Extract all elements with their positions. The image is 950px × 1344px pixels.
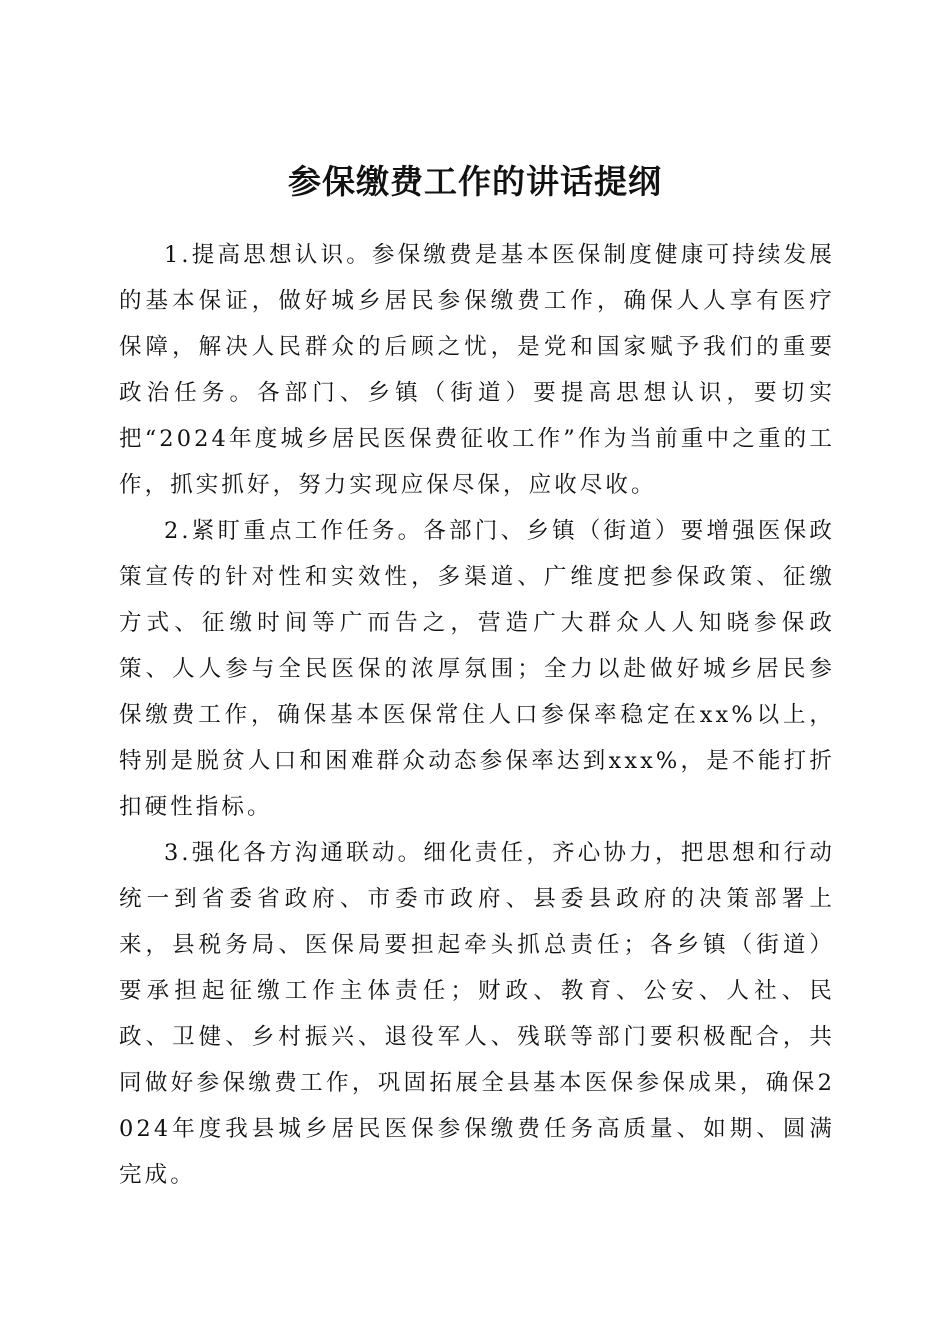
paragraph-1: 1.提高思想认识。参保缴费是基本医保制度健康可持续发展的基本保证，做好城乡居民参保缴费工作，确保人人享有医疗保障，解决人民群众的后顾之忧，是党和国家赋予我们的重要政治任务。各部门、乡镇（街道）要提高思想认识，要切实把“2024年度城乡居民医保费征收工作”作为当前重中之重的工作，抓实抓好，努力实现应保尽保，应收尽收。: [119, 242, 835, 498]
document-body: [119, 232, 835, 1198]
paragraph-3: 3.强化各方沟通联动。细化责任，齐心协力，把思想和行动统一到省委省政府、市委市政府、县委县政府的决策部署上来，县税务局、医保局要担起牵头抓总责任；各乡镇（街道）要承担起征缴工作主体责任；财政、教育、公安、人社、民政、卫健、乡村振兴、退役军人、残联等部门要积极配合，共同做好参保缴费工作，巩固拓展全县基本医保参保成果，确保2024年度我县城乡居民医保参保缴费任务高质量、如期、圆满完成。: [119, 840, 835, 1188]
document-title: 参保缴费工作的讲话提纲: [288, 162, 662, 202]
paragraph-2: 2.紧盯重点工作任务。各部门、乡镇（街道）要增强医保政策宣传的针对性和实效性，多渠道、广维度把参保政策、征缴方式、征缴时间等广而告之，营造广大群众人人知晓参保政策、人人参与全民医保的浓厚氛围；全力以赴做好城乡居民参保缴费工作，确保基本医保常住人口参保率稳定在xx%以上，特别是脱贫人口和困难群众动态参保率达到xxx%，是不能打折扣硬性指标。: [119, 518, 835, 820]
